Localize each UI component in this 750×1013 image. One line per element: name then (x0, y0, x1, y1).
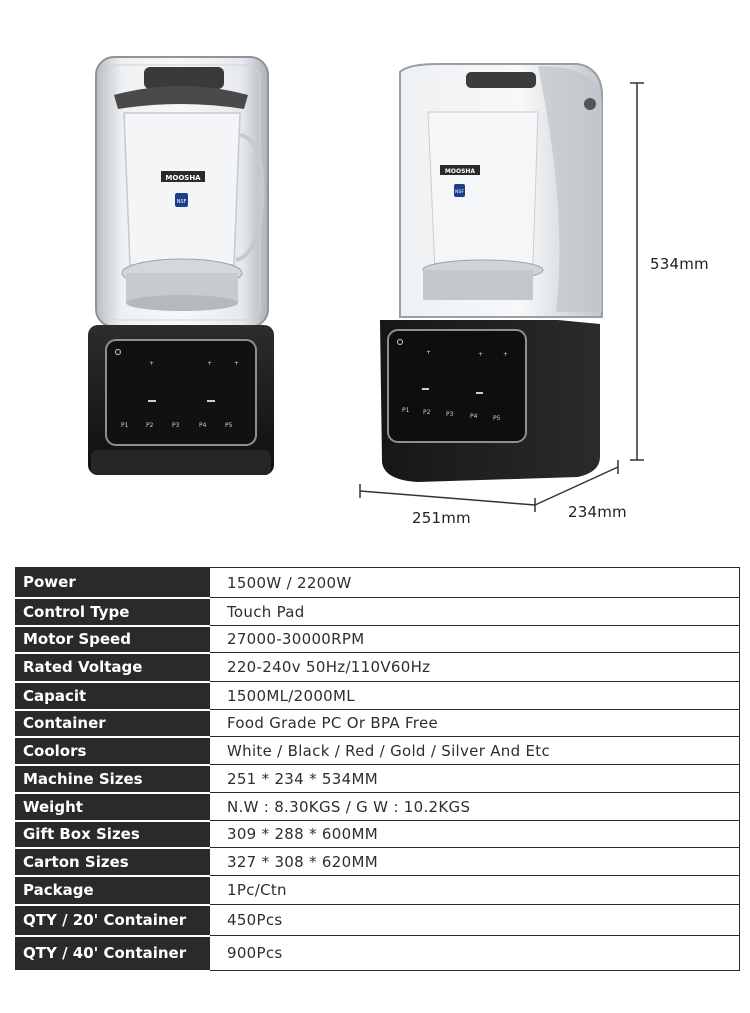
spec-label: Package (16, 876, 210, 905)
spec-value: 900Pcs (210, 936, 740, 971)
spec-label: Container (16, 710, 210, 737)
svg-text:MOOSHA: MOOSHA (444, 168, 476, 175)
table-row (16, 737, 740, 765)
svg-text:+: + (149, 360, 155, 367)
spec-value: 27000-30000RPM (210, 626, 740, 653)
svg-text:P4: P4 (470, 413, 478, 420)
svg-text:P2: P2 (146, 422, 154, 429)
spec-value: 450Pcs (210, 905, 740, 936)
nsf-badge: NSF (176, 199, 187, 205)
table-row (16, 936, 740, 971)
svg-text:+: + (426, 349, 432, 356)
table-row (16, 793, 740, 821)
spec-value: 1500ML/2000ML (210, 682, 740, 710)
spec-table (15, 567, 740, 972)
height-dimension-label: 534mm (650, 255, 709, 273)
table-row (16, 598, 740, 626)
spec-value: 220-240v 50Hz/110V60Hz (210, 653, 740, 682)
svg-text:+: + (478, 351, 484, 358)
svg-text:+: + (234, 360, 240, 367)
table-row (16, 682, 740, 710)
spec-label: QTY / 40' Container (16, 936, 210, 971)
svg-text:P3: P3 (446, 411, 454, 418)
spec-label: Gift Box Sizes (16, 821, 210, 848)
spec-label: Power (16, 568, 210, 598)
svg-text:P2: P2 (423, 409, 431, 416)
svg-text:P1: P1 (402, 407, 410, 414)
svg-text:P1: P1 (121, 422, 129, 429)
svg-text:+: + (503, 351, 509, 358)
spec-value: White / Black / Red / Gold / Silver And Etc (210, 737, 740, 765)
brand-logo: MOOSHA (165, 174, 201, 182)
spec-label: Carton Sizes (16, 848, 210, 876)
table-row (16, 905, 740, 936)
table-row (16, 626, 740, 653)
svg-text:P5: P5 (225, 422, 233, 429)
spec-label: Capacit (16, 682, 210, 710)
table-row (16, 653, 740, 682)
svg-text:P3: P3 (172, 422, 180, 429)
spec-label: Weight (16, 793, 210, 821)
spec-value: 1500W / 2200W (210, 568, 740, 598)
svg-text:NSF: NSF (455, 190, 464, 195)
table-row (16, 765, 740, 793)
width-dimension-label: 251mm (412, 509, 471, 527)
table-row (16, 821, 740, 848)
table-row (16, 568, 740, 598)
spec-label: QTY / 20' Container (16, 905, 210, 936)
spec-label: Machine Sizes (16, 765, 210, 793)
spec-value: 327 * 308 * 620MM (210, 848, 740, 876)
spec-label: Control Type (16, 598, 210, 626)
spec-label: Rated Voltage (16, 653, 210, 682)
spec-value: 1Pc/Ctn (210, 876, 740, 905)
svg-text:P4: P4 (199, 422, 207, 429)
svg-text:P5: P5 (493, 415, 501, 422)
spec-label: Coolors (16, 737, 210, 765)
spec-value: Food Grade PC Or BPA Free (210, 710, 740, 737)
depth-dimension-label: 234mm (568, 503, 627, 521)
table-row (16, 848, 740, 876)
spec-label: Motor Speed (16, 626, 210, 653)
spec-value: 309 * 288 * 600MM (210, 821, 740, 848)
spec-value: Touch Pad (210, 598, 740, 626)
table-row (16, 876, 740, 905)
spec-value: 251 * 234 * 534MM (210, 765, 740, 793)
spec-value: N.W : 8.30KGS / G W : 10.2KGS (210, 793, 740, 821)
svg-text:+: + (207, 360, 213, 367)
table-row (16, 710, 740, 737)
